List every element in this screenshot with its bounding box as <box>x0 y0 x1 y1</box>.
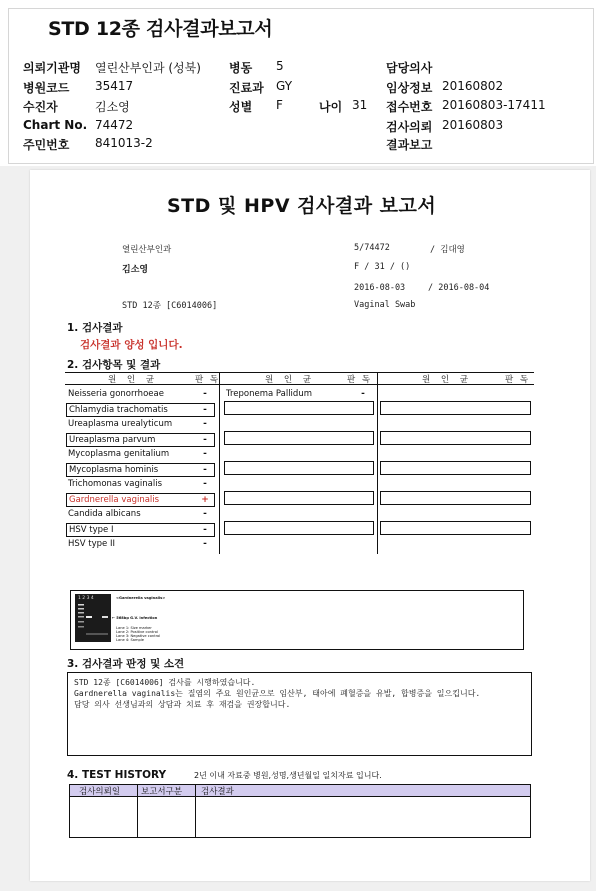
receipt-no-value: 20160803-17411 <box>442 98 546 112</box>
report-sex-age: F / 31 / () <box>354 262 411 272</box>
table-row <box>66 403 215 417</box>
clinical-info-label: 임상정보 <box>386 81 433 95</box>
summary-result: 검사결과 양성 입니다. <box>80 339 183 351</box>
col2-pathogen-header: 원 인 균 <box>265 375 316 385</box>
pathogen-name: Mycoplasma genitalium <box>68 449 170 459</box>
empty-result-box <box>224 431 374 445</box>
chart-no-label: Chart No. <box>23 118 88 132</box>
pathogen-name: Gardnerella vaginalis <box>69 495 160 505</box>
gel-legend-line: Lane 2: Positive control <box>116 630 158 634</box>
report-doctor-line: / 김대영 <box>430 245 465 255</box>
page-title: STD 12종 검사결과보고서 <box>48 18 273 40</box>
history-header-date: 검사의뢰일 <box>79 787 121 797</box>
ward-label: 병동 <box>229 61 253 75</box>
history-col-divider <box>137 784 138 838</box>
table-row-positive <box>66 493 215 507</box>
sex-value: F <box>276 98 283 112</box>
section1-title: 1. 검사결과 <box>67 322 123 334</box>
empty-result-box <box>380 431 531 445</box>
history-header-type: 보고서구분 <box>141 787 183 797</box>
table-row <box>66 538 215 552</box>
table-row <box>66 418 215 432</box>
col1-pathogen-header: 원 인 균 <box>108 375 159 385</box>
patient-value: 김소영 <box>95 100 130 114</box>
pathogen-result: - <box>203 479 207 489</box>
history-table-header <box>69 784 531 797</box>
hospital-code-label: 병원코드 <box>23 81 70 95</box>
pathogen-result: - <box>203 389 207 399</box>
column-divider <box>377 372 378 554</box>
column-divider <box>219 372 220 554</box>
section3-title: 3. 검사결과 판정 및 소견 <box>67 658 185 670</box>
history-col-divider <box>195 784 196 838</box>
pathogen-name: Ureaplasma urealyticum <box>68 419 173 429</box>
gel-electrophoresis-image <box>75 594 111 642</box>
pathogen-result: - <box>203 405 207 415</box>
opinion-line: 담당 의사 선생님과의 상담과 치료 후 재검을 권장합니다. <box>74 700 291 709</box>
chart-no-value: 74472 <box>95 118 134 132</box>
report-test-code: STD 12종 [C6014006] <box>122 301 218 311</box>
pathogen-result: - <box>203 509 207 519</box>
pathogen-result: - <box>203 465 207 475</box>
receipt-no-label: 접수번호 <box>386 100 433 114</box>
table-row <box>66 508 215 522</box>
sex-label: 성별 <box>229 100 253 114</box>
report-patient-name: 김소영 <box>122 265 149 275</box>
col3-result-header: 판 독 <box>505 375 531 385</box>
opinion-line: Gardnerella vaginalis는 질염의 주요 원인균으로 임산부, 태아에 폐혈증을 유발, 합병증을 일으킵니다. <box>74 689 481 698</box>
pathogen-result: - <box>361 389 365 399</box>
history-header-result: 검사결과 <box>201 787 234 797</box>
pathogen-name: Chlamydia trachomatis <box>69 405 168 415</box>
test-request-label: 검사의뢰 <box>386 120 433 134</box>
table-row <box>66 433 215 447</box>
col3-pathogen-header: 원 인 균 <box>422 375 473 385</box>
gel-legend-line: Lane 3: Negative control <box>116 634 161 638</box>
test-request-value: 20160803 <box>442 118 504 132</box>
col2-result-header: 판 독 <box>347 375 373 385</box>
empty-result-box <box>224 491 374 505</box>
department-label: 진료과 <box>229 81 264 95</box>
report-date-reported: / 2016-08-04 <box>428 283 490 293</box>
institution-value: 열린산부인과 (성북) <box>95 61 201 75</box>
doctor-label: 담당의사 <box>386 61 433 75</box>
section2-title: 2. 검사항목 및 결과 <box>67 359 161 371</box>
report-institution: 열린산부인과 <box>122 245 172 255</box>
table-row <box>66 523 215 537</box>
col1-result-header: 판 독 <box>195 375 221 385</box>
gel-lane-numbers: 1 2 3 4 <box>78 596 94 601</box>
resident-no-label: 주민번호 <box>23 138 70 152</box>
pathogen-name: Mycoplasma hominis <box>69 465 159 475</box>
gel-legend-line: Lane 4: Sample <box>116 638 144 642</box>
report-id-line: 5/74472 <box>354 243 390 253</box>
gel-size-label: ← 568bp G.V. infection <box>112 616 158 620</box>
table-row <box>66 448 215 462</box>
pathogen-name: HSV type I <box>69 525 114 535</box>
pathogen-result: - <box>203 419 207 429</box>
pathogen-name: Treponema Pallidum <box>226 389 312 399</box>
empty-result-box <box>380 491 531 505</box>
age-label: 나이 <box>319 100 343 114</box>
pathogen-name: Trichomonas vaginalis <box>68 479 163 489</box>
resident-no-value: 841013-2 <box>95 136 153 150</box>
empty-result-box <box>380 461 531 475</box>
section4-title: 4. TEST HISTORY <box>67 769 167 781</box>
clinical-info-value: 20160802 <box>442 79 504 93</box>
pathogen-result: - <box>203 525 207 535</box>
report-title: STD 및 HPV 검사결과 보고서 <box>167 195 437 217</box>
pathogen-name: Ureaplasma parvum <box>69 435 156 445</box>
gel-legend-line: Lane 1: Size marker <box>116 626 152 630</box>
table-row <box>66 463 215 477</box>
empty-result-box <box>224 461 374 475</box>
department-value: GY <box>276 79 293 93</box>
pathogen-result: - <box>203 435 207 445</box>
opinion-line: STD 12종 [C6014006] 검사를 시행하였습니다. <box>74 678 256 687</box>
empty-result-box <box>224 401 374 415</box>
pathogen-result: - <box>203 539 207 549</box>
institution-label: 의뢰기관명 <box>23 61 81 75</box>
table-row <box>224 388 374 402</box>
pathogen-name: HSV type II <box>68 539 116 549</box>
result-report-label: 결과보고 <box>386 138 433 152</box>
ward-value: 5 <box>276 59 284 73</box>
pathogen-result: - <box>203 449 207 459</box>
pathogen-name: Neisseria gonorrhoeae <box>68 389 164 399</box>
patient-label: 수진자 <box>23 100 58 114</box>
empty-result-box <box>224 521 374 535</box>
age-value: 31 <box>352 98 368 112</box>
gel-bands <box>75 594 111 642</box>
history-note: 2년 이내 자료중 병원,성명,생년월일 일치자료 입니다. <box>194 771 382 780</box>
gel-band-label: <Gardnerella vaginalis> <box>116 596 166 600</box>
report-specimen: Vaginal Swab <box>354 300 416 310</box>
table-row <box>66 388 215 402</box>
report-date-received: 2016-08-03 <box>354 283 406 293</box>
empty-result-box <box>380 401 531 415</box>
empty-result-box <box>380 521 531 535</box>
pathogen-name: Candida albicans <box>68 509 141 519</box>
hospital-code-value: 35417 <box>95 79 134 93</box>
table-row <box>66 478 215 492</box>
pathogen-result: + <box>201 495 209 505</box>
